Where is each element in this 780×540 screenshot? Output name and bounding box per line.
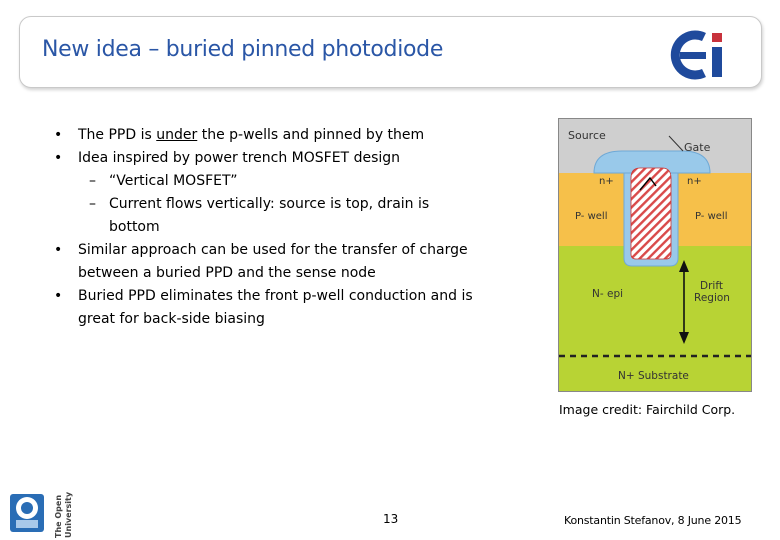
sub-bullet-1 — [50, 170, 520, 193]
dash-marker: – — [89, 196, 96, 212]
open-university-logo-icon — [8, 490, 76, 538]
bullet-marker: • — [54, 288, 63, 304]
bullet-3-line-2: between a buried PPD and the sense node — [78, 265, 376, 281]
dash-marker: – — [89, 173, 96, 189]
bullet-1-pre: The PPD is — [78, 127, 157, 143]
bullet-1 — [50, 124, 520, 147]
label-p-well-left: P- well — [575, 211, 608, 222]
bullet-4 — [50, 285, 520, 331]
ou-logo-line-2: University — [64, 491, 73, 538]
bullet-1-underlined: under — [156, 127, 198, 143]
bullet-2-text: Idea inspired by power trench MOSFET design — [78, 150, 401, 166]
bullet-4-line-1: Buried PPD eliminates the front p-well conduction and is — [78, 288, 473, 304]
bullet-marker: • — [54, 150, 63, 166]
label-source: Source — [568, 129, 606, 142]
page-number: 13 — [383, 512, 399, 526]
label-drift: Drift — [700, 280, 723, 292]
ou-logo-line-1: The Open — [54, 494, 63, 538]
bullet-3-line-1: Similar approach can be used for the transfer of charge — [78, 242, 468, 258]
bullet-2 — [50, 147, 520, 170]
label-gate: Gate — [684, 141, 711, 154]
image-credit: Image credit: Fairchild Corp. — [559, 402, 736, 417]
sub-bullet-2-line-1: Current flows vertically: source is top, drain is — [109, 196, 430, 212]
footer-author-date: Konstantin Stefanov, 8 June 2015 — [564, 514, 742, 527]
sub-bullet-1-text: “Vertical MOSFET” — [109, 173, 238, 189]
trench-mosfet-diagram — [558, 118, 752, 392]
bullet-marker: • — [54, 242, 63, 258]
slide-title: New idea – buried pinned photodiode — [42, 37, 444, 62]
label-n-plus-right: n+ — [687, 176, 702, 187]
bullet-list — [50, 124, 520, 331]
gate-poly — [631, 168, 671, 259]
label-n-substrate: N+ Substrate — [618, 370, 689, 382]
title-box — [19, 16, 762, 88]
bullet-3 — [50, 239, 520, 285]
label-n-epi: N- epi — [592, 288, 624, 300]
label-region: Region — [694, 292, 730, 304]
label-n-plus-left: n+ — [599, 176, 614, 187]
bullet-marker: • — [54, 127, 63, 143]
bullet-1-post: the p-wells and pinned by them — [197, 127, 425, 143]
label-p-well-right: P- well — [695, 211, 728, 222]
bullet-4-line-2: great for back-side biasing — [78, 311, 265, 327]
sub-bullet-2 — [50, 193, 520, 239]
sub-bullet-2-line-2: bottom — [109, 219, 160, 235]
ei-logo-icon — [670, 25, 750, 85]
